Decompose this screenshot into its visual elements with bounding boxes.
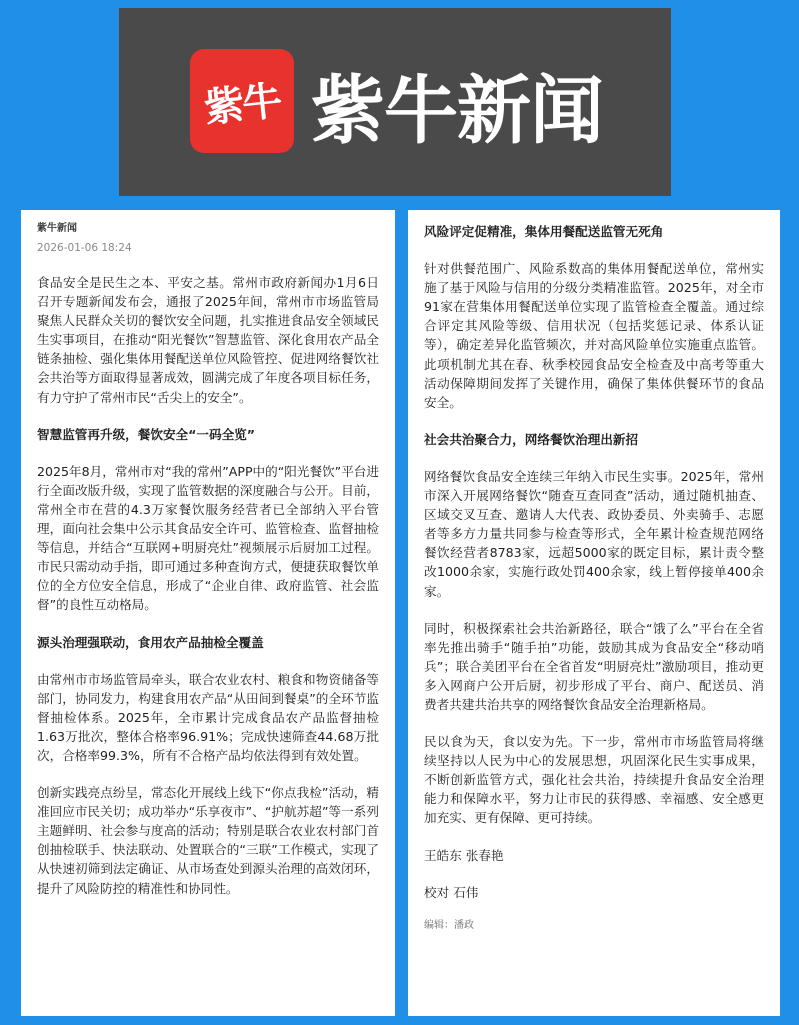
article-column-right — [408, 210, 780, 1016]
byline: 校对 石伟 — [424, 884, 479, 900]
article-source: 紫牛新闻 — [37, 223, 77, 234]
section-heading: 风险评定促精准，集体用餐配送监管无死角 — [424, 224, 664, 239]
paragraph: 针对供餐范围广、风险系数高的集体用餐配送单位，常州实施了基于风险与信用的分级分类精准监管。2025年，对全市91家在营集体用餐配送单位实现了监管检查全覆盖。通过综合评定其风险等级、信用状况（包括奖惩记录、体系认证等），确定差异化监管频次，并对高风险单位实施重点监管。此项机制尤其在春、秋季校园食品安全检查及中高考等重大活动保障期间发挥了关键作用，确保了集体供餐环节的食品安全。 — [424, 261, 764, 410]
section-heading: 智慧监管再升级，餐饮安全“一码全览” — [37, 426, 256, 442]
paragraph: 2025年8月，常州市对“我的常州”APP中的“阳光餐饮”平台进行全面改版升级，实现了监管数据的深度融合与公开。目前，常州全市在营的4.3万家餐饮服务经营者已全部纳入平台管理，面向社会集中公示其食品安全许可、监管检查、监督抽检等信息，并结合“互联网+明厨亮灶”视频展示后厨加工过程。市民只需动动手指，即可通过多种查询方式，便捷获取餐饮单位的全方位安全信息，形成了“企业自律、政府监管、社会监督”的良性互动格局。 — [37, 463, 379, 613]
paragraph: 网络餐饮食品安全连续三年纳入市民生实事。2025年，常州市深入开展网络餐饮“随查互查同查”活动，通过随机抽查、区域交叉互查、邀请人大代表、政协委员、外卖骑手、志愿者等多方力量共同参与检查等形式，全年累计检查规范网络餐饮经营者8783家，远超5000家的既定目标，累计责令整改1000余家，实施行政处罚400余家，线上暂停接单400余家。 — [424, 468, 764, 599]
editor-credit: 编辑：潘政 — [424, 919, 474, 931]
header-banner — [119, 8, 671, 196]
paragraph: 食品安全是民生之本、平安之基。常州市政府新闻办1月6日召开专题新闻发布会，通报了2025年间，常州市市场监管局聚焦人民群众关切的餐饮安全问题，扎实推进食品安全领域民生实事项目，在推动“阳光餐饮”智慧监管、深化食用农产品全链条抽检、强化集体用餐配送单位风险管控、促进网络餐饮社会共治等方面取得显著成效，圆满完成了年度各项目标任务，有力守护了常州市民“舌尖上的安全”。 — [37, 275, 379, 405]
section-heading: 源头治理强联动，食用农产品抽检全覆盖 — [37, 634, 264, 650]
article-date: 2026-01-06 18:24 — [37, 242, 132, 254]
section-heading: 社会共治聚合力，网络餐饮治理出新招 — [424, 431, 639, 447]
paragraph: 同时，积极探索社会共治新路径，联合“饿了么”平台在全省率先推出骑手“随手拍”功能，鼓励其成为食品安全“移动哨兵”；联合美团平台在全省首发“明厨亮灶”激励项目，推动更多入网商户公开后厨，初步形成了平台、商户、配送员、消费者共建共治共享的网络餐饮食品安全治理新格局。 — [424, 620, 764, 712]
paragraph: 创新实践亮点纷呈，常态化开展线上线下“你点我检”活动，精准回应市民关切；成功举办“乐享夜市”、“护航苏超”等一系列主题鲜明、社会参与度高的活动；特别是联合农业农村部门首创抽检联手、快法联动、处置联合的“三联”工作模式，实现了从快速初筛到法定确证、从市场查处到源头治理的高效闭环，提升了风险防控的精准性和协同性。 — [37, 785, 379, 896]
paragraph: 民以食为天，食以安为先。下一步，常州市市场监管局将继续坚持以人民为中心的发展思想，巩固深化民生实事成果，不断创新监管方式，强化社会共治，持续提升食品安全治理能力和保障水平，努力让市民的获得感、幸福感、安全感更加充实、更有保障、更可持续。 — [424, 734, 764, 826]
article-body-left — [37, 273, 379, 898]
paragraph: 由常州市市场监管局牵头，联合农业农村、粮食和物资储备等部门，协同发力，构建食用农产品“从田间到餐桌”的全环节监督抽检体系。2025年，全市累计完成食品农产品监督抽检1.63万批次，整体合格率96.91%；完成快速筛查44.68万批次，合格率99.3%，所有不合格产品均依法得到有效处置。 — [37, 671, 379, 763]
ziniu-logo-icon — [190, 49, 294, 153]
brand-name: 紫牛新闻 — [311, 68, 603, 154]
article-body-right — [424, 222, 764, 935]
logo-text: 紫牛 — [202, 76, 283, 132]
article-column-left — [21, 210, 395, 1016]
byline: 王皓东 张春艳 — [424, 847, 504, 863]
